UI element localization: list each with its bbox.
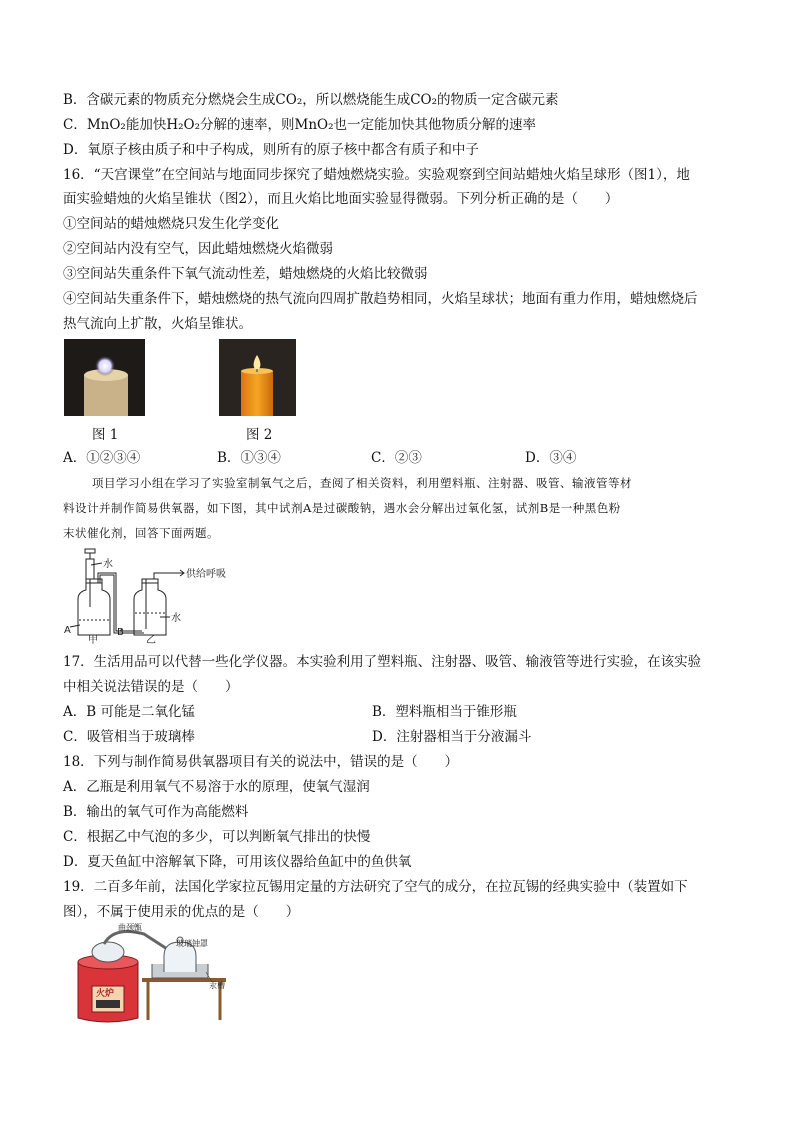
q17-option-d[interactable]: D．注射器相当于分液漏斗 bbox=[372, 729, 532, 745]
label-supply: 供给呼吸 bbox=[186, 569, 226, 580]
q16-option-a[interactable]: A．①②③④ bbox=[63, 450, 141, 466]
q16-option-b[interactable]: B．①③④ bbox=[217, 450, 281, 466]
statement-3: ③空间站失重条件下氧气流动性差，蜡烛燃烧的火焰比较微弱 bbox=[63, 266, 428, 282]
line-q16-1: 16．“天宫课堂”在空间站与地面同步探究了蜡烛燃烧实验。实验观察到空间站蜡烛火焰呈球形（图1），地 bbox=[63, 167, 690, 183]
line-q18: 18．下列与制作简易供氧器项目有关的说法中，错误的是（ ） bbox=[63, 754, 459, 770]
label-furnace: 火炉 bbox=[96, 989, 115, 999]
label-trough: 汞槽 bbox=[209, 981, 225, 990]
q18-option-b[interactable]: B．输出的氧气可作为高能燃料 bbox=[63, 804, 249, 820]
q16-option-c[interactable]: C．②③ bbox=[371, 450, 422, 466]
statement-4b: 热气流向上扩散，火焰呈锥状。 bbox=[63, 316, 252, 332]
q17-option-b[interactable]: B．塑料瓶相当于锥形瓶 bbox=[372, 704, 517, 720]
label-water-1: 水 bbox=[103, 559, 113, 570]
label-yi: 乙 bbox=[146, 635, 156, 646]
line-q15d: D．氧原子核由质子和中子构成，则所有的原子核中都含有质子和中子 bbox=[63, 142, 479, 158]
q17-option-a[interactable]: A．B 可能是二氧化锰 bbox=[63, 704, 195, 720]
line-q17-1: 17．生活用品可以代替一些化学仪器。本实验利用了塑料瓶、注射器、吸管、输液管等进行实验，在该实验 bbox=[63, 654, 702, 670]
label-water-2: 水 bbox=[171, 613, 181, 624]
line-q19-2: 图），不属于使用汞的优点的是（ ） bbox=[63, 904, 300, 920]
intro-line-3: 末状催化剂，回答下面两题。 bbox=[63, 526, 219, 540]
q18-option-a[interactable]: A．乙瓶是利用氧气不易溶于水的原理，使氧气湿润 bbox=[63, 779, 370, 795]
label-jia: 甲 bbox=[88, 635, 98, 646]
q18-option-d[interactable]: D．夏天鱼缸中溶解氧下降，可用该仪器给鱼缸中的鱼供氧 bbox=[63, 854, 412, 870]
q17-option-c[interactable]: C．吸管相当于玻璃棒 bbox=[63, 729, 195, 745]
label-bell-jar: 玻璃钟罩 bbox=[176, 939, 208, 948]
label-a: A bbox=[64, 625, 71, 636]
candle-photo-1 bbox=[64, 339, 145, 416]
q16-option-d[interactable]: D．③④ bbox=[525, 450, 577, 466]
oxygen-apparatus-diagram bbox=[62, 545, 226, 646]
candle-photo-2 bbox=[219, 339, 296, 416]
statement-2: ②空间站内没有空气，因此蜡烛燃烧火焰微弱 bbox=[63, 241, 333, 257]
figure-caption-2: 图 2 bbox=[246, 427, 273, 443]
intro-line-1: 项目学习小组在学习了实验室制氧气之后，查阅了相关资料，利用塑料瓶、注射器、吸管、输液管等材 bbox=[92, 476, 632, 490]
line-q15b: B．含碳元素的物质充分燃烧会生成CO₂，所以燃烧能生成CO₂的物质一定含碳元素 bbox=[63, 92, 559, 108]
lavoisier-apparatus-diagram bbox=[74, 922, 234, 1026]
label-retort: 曲颈甑 bbox=[118, 923, 142, 932]
intro-line-2: 料设计并制作简易供氧器，如下图，其中试剂A是过碳酸钠，遇水会分解出过氧化氢，试剂B是一种黑色粉 bbox=[63, 501, 621, 515]
statement-4a: ④空间站失重条件下，蜡烛燃烧的热气流向四周扩散趋势相同，火焰呈球状；地面有重力作用，蜡烛燃烧后 bbox=[63, 291, 698, 307]
line-q19-1: 19．二百多年前，法国化学家拉瓦锡用定量的方法研究了空气的成分，在拉瓦锡的经典实验中（装置如下 bbox=[63, 879, 688, 895]
statement-1: ①空间站的蜡烛燃烧只发生化学变化 bbox=[63, 216, 279, 232]
line-q16-2: 面实验蜡烛的火焰呈锥状（图2），而且火焰比地面实验显得微弱。下列分析正确的是（ ） bbox=[63, 191, 619, 207]
figure-caption-1: 图 1 bbox=[92, 427, 119, 443]
label-b: B bbox=[117, 627, 124, 638]
q18-option-c[interactable]: C．根据乙中气泡的多少，可以判断氧气排出的快慢 bbox=[63, 829, 371, 845]
line-q17-2: 中相关说法错误的是（ ） bbox=[63, 679, 239, 695]
line-q15c: C．MnO₂能加快H₂O₂分解的速率，则MnO₂也一定能加快其他物质分解的速率 bbox=[63, 117, 536, 133]
